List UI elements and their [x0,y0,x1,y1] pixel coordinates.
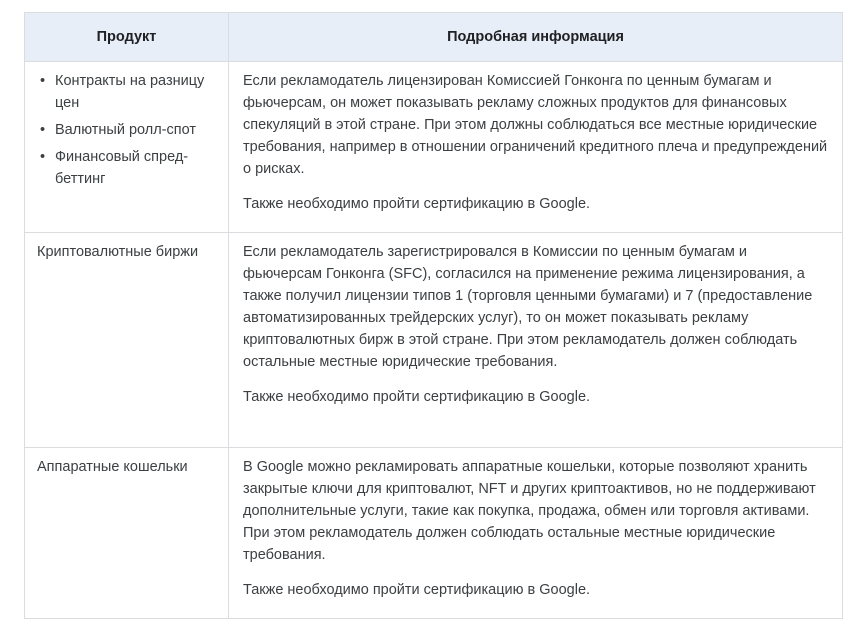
header-details: Подробная информация [229,13,843,62]
table-row [25,62,843,233]
list-item: • Валютный ролл-спот [55,119,216,141]
details-cell [229,448,843,619]
certification-note: Также необходимо пройти сертификацию в Google. [243,582,591,598]
table-row [25,233,843,448]
details-paragraph: Если рекламодатель зарегистрировался в Комиссии по ценным бумагам и фьючерсам Гонконга (SFC), согласился на применение режима лицензирования, а также получил лицензии типов 1 (торговля ценными бумагами) и 7 (предоставление автоматизированных трейдерских услуг), то он может показывать рекламу криптовалютных бирж в этой стране. При этом рекламодатель должен соблюдать остальные местные юридические требования. [243,244,813,370]
list-item: • Контракты на разницу цен [55,70,216,114]
table-header-row [25,13,843,62]
header-product: Продукт [25,13,229,62]
details-paragraph: В Google можно рекламировать аппаратные кошельки, которые позволяют хранить закрытые ключи для криптовалют, NFT и других криптоактивов, но не поддерживают дополнительные услуги, такие как покупка, продажа, обмен или торговля активами. При этом рекламодатель должен соблюдать остальные местные юридические требования. [243,459,816,563]
product-cell: Криптовалютные биржи [25,233,229,448]
details-cell [229,233,843,448]
details-paragraph: Если рекламодатель лицензирован Комиссией Гонконга по ценным бумагам и фьючерсам, он может показывать рекламу сложных продуктов для финансовых спекуляций в этой стране. При этом должны соблюдаться все местные юридические требования, например в отношении ограничений кредитного плеча и предупреждений о рисках. [243,73,828,177]
certification-note: Также необходимо пройти сертификацию в Google. [243,196,591,212]
policy-table [24,12,843,619]
list-item: • Финансовый спред-беттинг [55,146,216,190]
policy-table-container [24,12,842,619]
certification-note: Также необходимо пройти сертификацию в Google. [243,389,591,405]
details-cell [229,62,843,233]
product-cell: Аппаратные кошельки [25,448,229,619]
product-cell [25,62,229,233]
table-row [25,448,843,619]
product-list [37,70,216,190]
